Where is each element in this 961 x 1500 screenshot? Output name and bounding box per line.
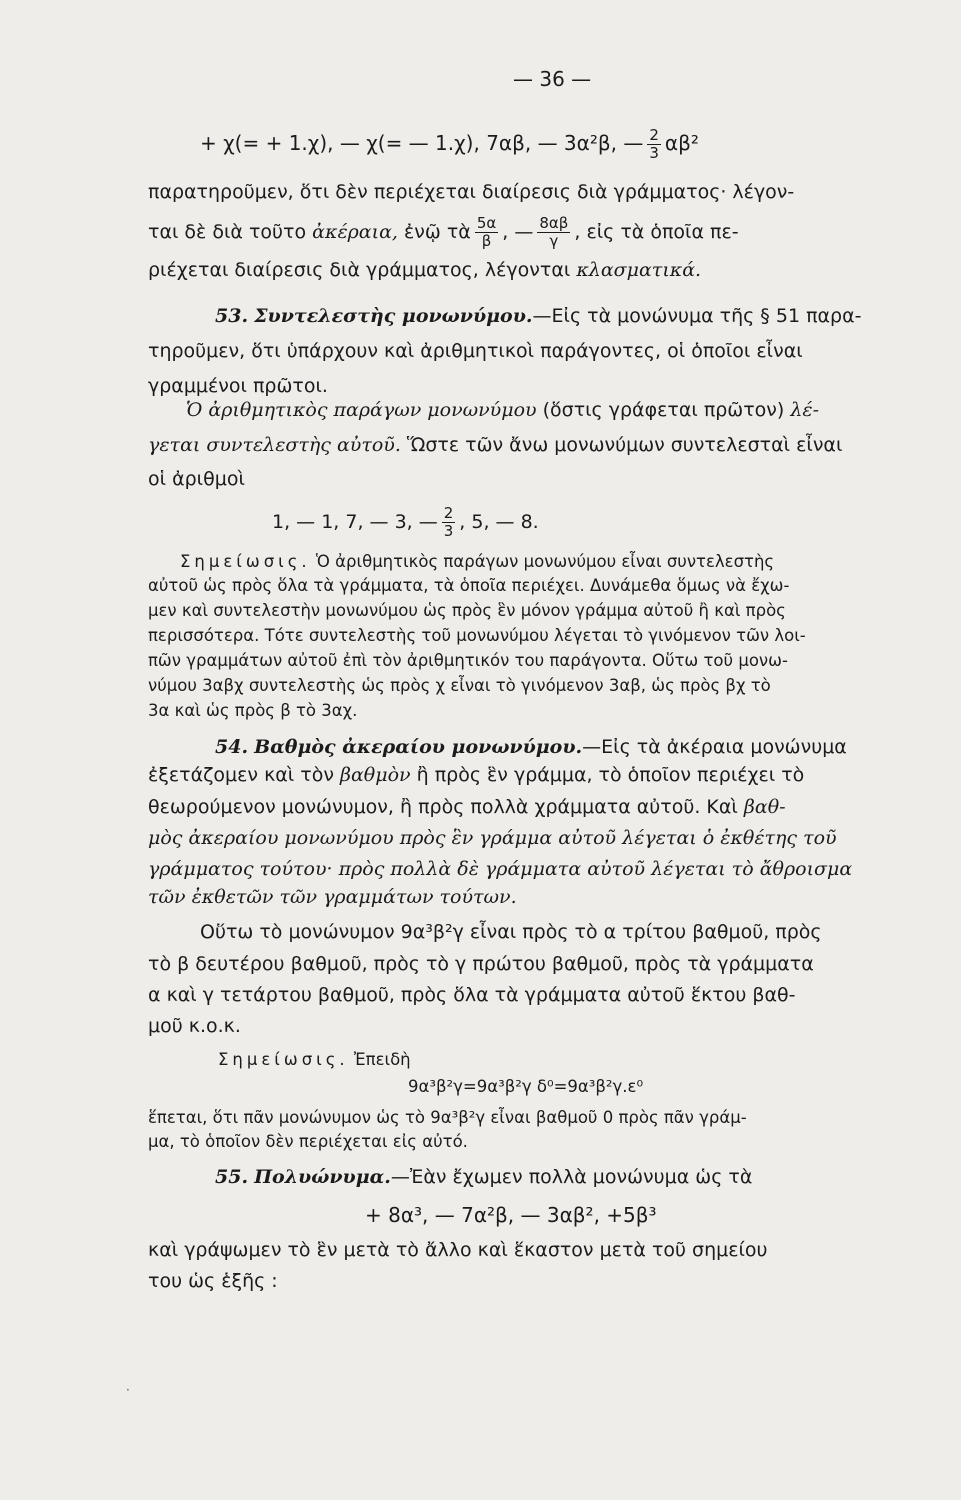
definition-line: τῶν ἐκθετῶν τῶν γραμμάτων τούτων. <box>148 886 517 908</box>
text-line: ριέχεται διαίρεσις διὰ γράμματος, λέγονται κλασματικά. <box>148 259 702 281</box>
note-label: Σημείωσις. <box>218 1050 349 1069</box>
note-line: μα, τὸ ὁποῖον δὲν περιέχεται εἰς αὐτό. <box>148 1132 468 1151</box>
text-line: τὸ β δευτέρου βαθμοῦ, πρὸς τὸ γ πρώτου βαθμοῦ, πρὸς τὰ γράμματα <box>148 953 814 975</box>
note-line: 3α καὶ ὡς πρὸς β τὸ 3αχ. <box>148 701 358 720</box>
coefficient-list: 1, — 1, 7, — 3, — $\frac{2}{3}$ , 5, — 8. <box>272 504 539 540</box>
equation-line: 9α³β²γ=9α³β²γ δ⁰=9α³β²γ.ε⁰ <box>408 1077 644 1096</box>
section-55-heading: 55. Πολυώνυμα.—Ἐὰν ἔχωμεν πολλὰ μονώνυμα ὡς τὰ <box>215 1166 753 1188</box>
note-line: Σημείωσις. Ὁ ἀριθμητικὸς παράγων μονωνύμου εἶναι συντελεστὴς <box>180 552 775 571</box>
section-53-heading: 53. Συντελεστὴς μονωνύμου.—Εἰς τὰ μονώνυμα τῆς § 51 παρα- <box>215 305 862 327</box>
section-number: 54. <box>215 736 249 758</box>
note-line: μεν καὶ συντελεστὴν μονωνύμου ὡς πρὸς ἓν μόνον γράμμα αὐτοῦ ἢ καὶ πρὸς <box>148 601 786 620</box>
definition-line: γράμματος τούτου· πρὸς πολλὰ δὲ γράμματα αὐτοῦ λέγεται τὸ ἄθροισμα <box>148 858 853 880</box>
section-title: Συντελεστὴς μονωνύμου. <box>254 305 533 327</box>
text-line: τηροῦμεν, ὅτι ὑπάρχουν καὶ ἀριθμητικοὶ παράγοντες, οἱ ὁποῖοι εἶναι <box>148 340 803 362</box>
fraction-two-thirds: $\frac{2}{3}$ <box>649 126 659 162</box>
text-line: του ὡς ἑξῆς : <box>148 1270 278 1292</box>
text-line: α καὶ γ τετάρτου βαθμοῦ, πρὸς ὅλα τὰ γράμματα αὐτοῦ ἕκτου βαθ- <box>148 984 796 1006</box>
text-line: καὶ γράψωμεν τὸ ἓν μετὰ τὸ ἄλλο καὶ ἕκαστον μετὰ τοῦ σημείου <box>148 1239 768 1261</box>
definition-line: μὸς ἀκεραίου μονωνύμου πρὸς ἓν γράμμα αὐτοῦ λέγεται ὁ ἐκθέτης τοῦ <box>148 827 837 849</box>
term-klasmatika: κλασματικά. <box>576 259 702 281</box>
text-line: οἱ ἀριθμοὶ <box>148 468 245 490</box>
note-line: περισσότερα. Τότε συντελεστὴς τοῦ μονωνύμου λέγεται τὸ γινόμενον τῶν λοι- <box>148 626 806 645</box>
section-title: Πολυώνυμα. <box>254 1166 391 1188</box>
polynomial-terms: + 8α³, — 7α²β, — 3αβ², +5β³ <box>365 1203 657 1227</box>
fraction-8ab-over-g: $\frac{8\alpha\beta}{\gamma}$ <box>539 214 569 250</box>
note-line: αὐτοῦ ὡς πρὸς ὅλα τὰ γράμματα, τὰ ὁποῖα περιέχει. Δυνάμεθα ὅμως νὰ ἔχω- <box>148 576 790 595</box>
note-line: πῶν γραμμάτων αὐτοῦ ἐπὶ τὸν ἀριθμητικόν του παράγοντα. Οὕτω τοῦ μονω- <box>148 651 788 670</box>
text-line: γραμμένοι πρῶτοι. <box>148 375 328 397</box>
section-number: 55. <box>215 1166 249 1188</box>
text-line: παρατηροῦμεν, ὅτι δὲν περιέχεται διαίρεσις διὰ γράμματος· λέγον- <box>148 181 795 203</box>
page-number: — 36 — <box>513 67 592 91</box>
note-line: Σημείωσις. Ἐπειδὴ <box>218 1050 411 1069</box>
definition-line: γεται συντελεστὴς αὐτοῦ. Ὥστε τῶν ἄνω μονωνύμων συντελεσταὶ εἶναι <box>148 434 843 456</box>
page-speck: · <box>126 1383 130 1397</box>
fraction-5a-over-b: $\frac{5\alpha}{\beta}$ <box>476 214 497 250</box>
section-title: Βαθμὸς ἀκεραίου μονωνύμου. <box>254 736 583 758</box>
text-line: ἐξετάζομεν καὶ τὸν βαθμὸν ἢ πρὸς ἓν γράμμα, τὸ ὁποῖον περιέχει τὸ <box>148 764 805 786</box>
term-akeraia: ἀκέραια, <box>312 221 398 243</box>
definition-line: Ὁ ἀριθμητικὸς παράγων μονωνύμου (ὅστις γράφεται πρῶτον) λέ- <box>186 399 820 421</box>
text-line: μοῦ κ.ο.κ. <box>148 1015 241 1037</box>
note-line: ἕπεται, ὅτι πᾶν μονώνυμον ὡς τὸ 9α³β²γ εἶναι βαθμοῦ 0 πρὸς πᾶν γράμ- <box>148 1108 747 1127</box>
text-line: Οὕτω τὸ μονώνυμον 9α³β²γ εἶναι πρὸς τὸ α τρίτου βαθμοῦ, πρὸς <box>200 921 822 943</box>
note-label: Σημείωσις. <box>180 552 311 571</box>
text-line: θεωρούμενον μονώνυμον, ἢ πρὸς πολλὰ χράμματα αὐτοῦ. Καὶ βαθ- <box>148 796 786 818</box>
monomial-list: + χ(= + 1.χ), — χ(= — 1.χ), 7αβ, — 3α²β, — <box>200 131 644 155</box>
section-number: 53. <box>215 305 249 327</box>
note-line: νύμου 3αβχ συντελεστὴς ὡς πρὸς χ εἶναι τὸ γινόμενον 3αβ, ὡς πρὸς βχ τὸ <box>148 676 771 695</box>
monomial-examples: + χ(= + 1.χ), — χ(= — 1.χ), 7αβ, — 3α²β, — $\frac{2}{3}$ αβ² <box>200 126 699 162</box>
fraction-two-thirds: $\frac{2}{3}$ <box>443 504 454 540</box>
text-line: ται δὲ διὰ τοῦτο ἀκέραια, ἐνῷ τὰ $\frac{5\alpha}{\beta}$ , — $\frac{8\alpha\beta}{\gamma}$ , εἰς τὰ ὁποῖα πε- <box>148 214 739 250</box>
section-54-heading: 54. Βαθμὸς ἀκεραίου μονωνύμου.—Εἰς τὰ ἀκέραια μονώνυμα <box>215 736 847 758</box>
